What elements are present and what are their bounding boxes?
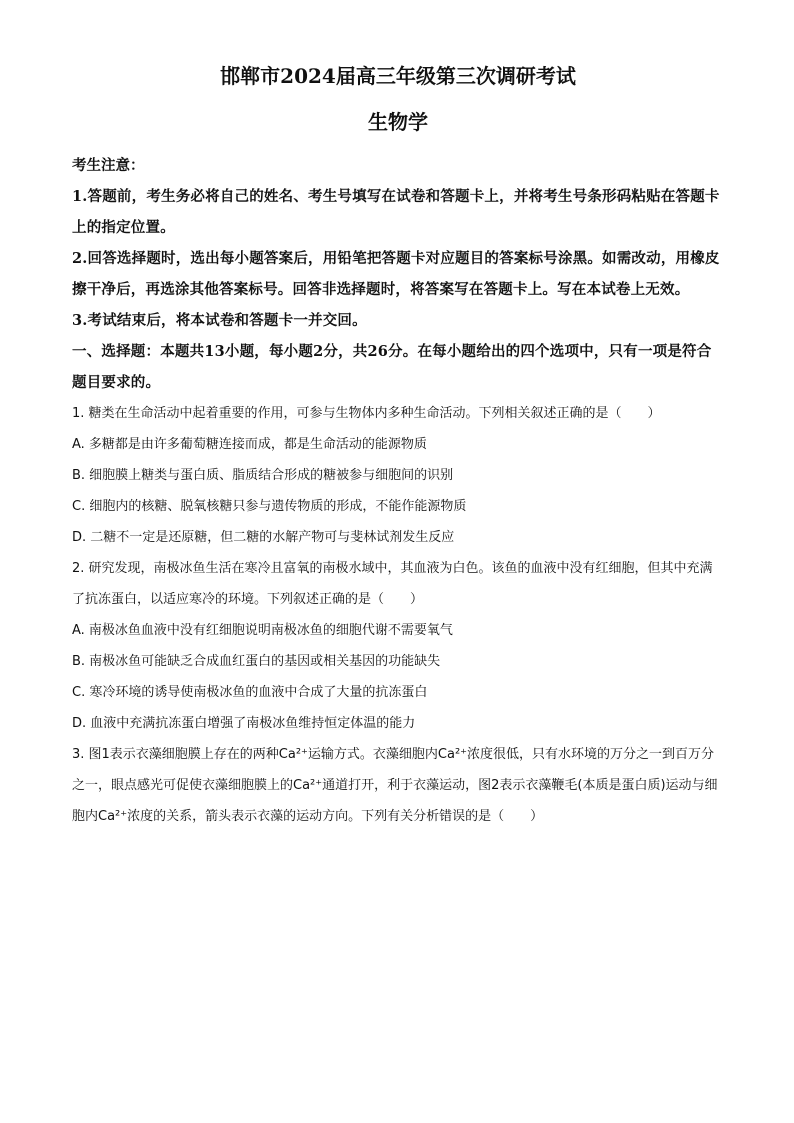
question-stem: 1. 糖类在生命活动中起着重要的作用，可参与生物体内多种生命活动。下列相关叙述正确的是（ ） <box>72 406 661 421</box>
option-c: C. 寒冷环境的诱导使南极冰鱼的血液中合成了大量的抗冻蛋白 <box>72 685 428 700</box>
option-d: D. 血液中充满抗冻蛋白增强了南极冰鱼维持恒定体温的能力 <box>72 716 416 731</box>
option-b: B. 南极冰鱼可能缺乏合成血红蛋白的基因或相关基因的功能缺失 <box>72 654 441 669</box>
question-2 <box>72 553 724 739</box>
question-3 <box>72 739 724 832</box>
question-stem: 3. 图1表示衣藻细胞膜上存在的两种Ca²⁺运输方式。衣藻细胞内Ca²⁺浓度很低，只有水环境的万分之一到百万分之一，眼点感光可促使衣藻细胞膜上的Ca²⁺通道打开，利于衣藻运动，图2表示衣藻鞭毛(本质是蛋白质)运动与细胞内Ca²⁺浓度的关系，箭头表示衣藻的运动方向。下列有关分析错误的是（ ） <box>72 747 718 824</box>
section-heading: 一、选择题：本题共13小题，每小题2分，共26分。在每小题给出的四个选项中，只有一项是符合题目要求的。 <box>72 343 712 391</box>
option-a: A. 多糖都是由许多葡萄糖连接而成，都是生命活动的能源物质 <box>72 437 427 452</box>
notice-item-2: 2.回答选择题时，选出每小题答案后，用铅笔把答题卡对应题目的答案标号涂黑。如需改动，用橡皮擦干净后，再选涂其他答案标号。回答非选择题时，将答案写在答题卡上。写在本试卷上无效。 <box>72 250 720 298</box>
notice-item-1: 1.答题前，考生务必将自己的姓名、考生号填写在试卷和答题卡上，并将考生号条形码粘贴在答题卡上的指定位置。 <box>72 188 720 236</box>
question-1 <box>72 398 724 553</box>
notice-block <box>72 150 724 336</box>
question-stem: 2. 研究发现，南极冰鱼生活在寒冷且富氧的南极水域中，其血液为白色。该鱼的血液中没有红细胞，但其中充满了抗冻蛋白，以适应寒冷的环境。下列叙述正确的是（ ） <box>72 561 713 607</box>
exam-title: 邯郸市2024届高三年级第三次调研考试 <box>220 64 576 88</box>
option-d: D. 二糖不一定是还原糖，但二糖的水解产物可与斐林试剂发生反应 <box>72 530 455 545</box>
notice-heading: 考生注意： <box>72 157 145 174</box>
option-c: C. 细胞内的核糖、脱氧核糖只参与遗传物质的形成，不能作能源物质 <box>72 499 467 514</box>
option-a: A. 南极冰鱼血液中没有红细胞说明南极冰鱼的细胞代谢不需要氧气 <box>72 623 453 638</box>
exam-page <box>72 62 724 832</box>
exam-subject: 生物学 <box>368 110 428 134</box>
notice-item-3: 3.考试结束后，将本试卷和答题卡一并交回。 <box>72 312 367 329</box>
option-b: B. 细胞膜上糖类与蛋白质、脂质结合形成的糖被参与细胞间的识别 <box>72 468 454 483</box>
